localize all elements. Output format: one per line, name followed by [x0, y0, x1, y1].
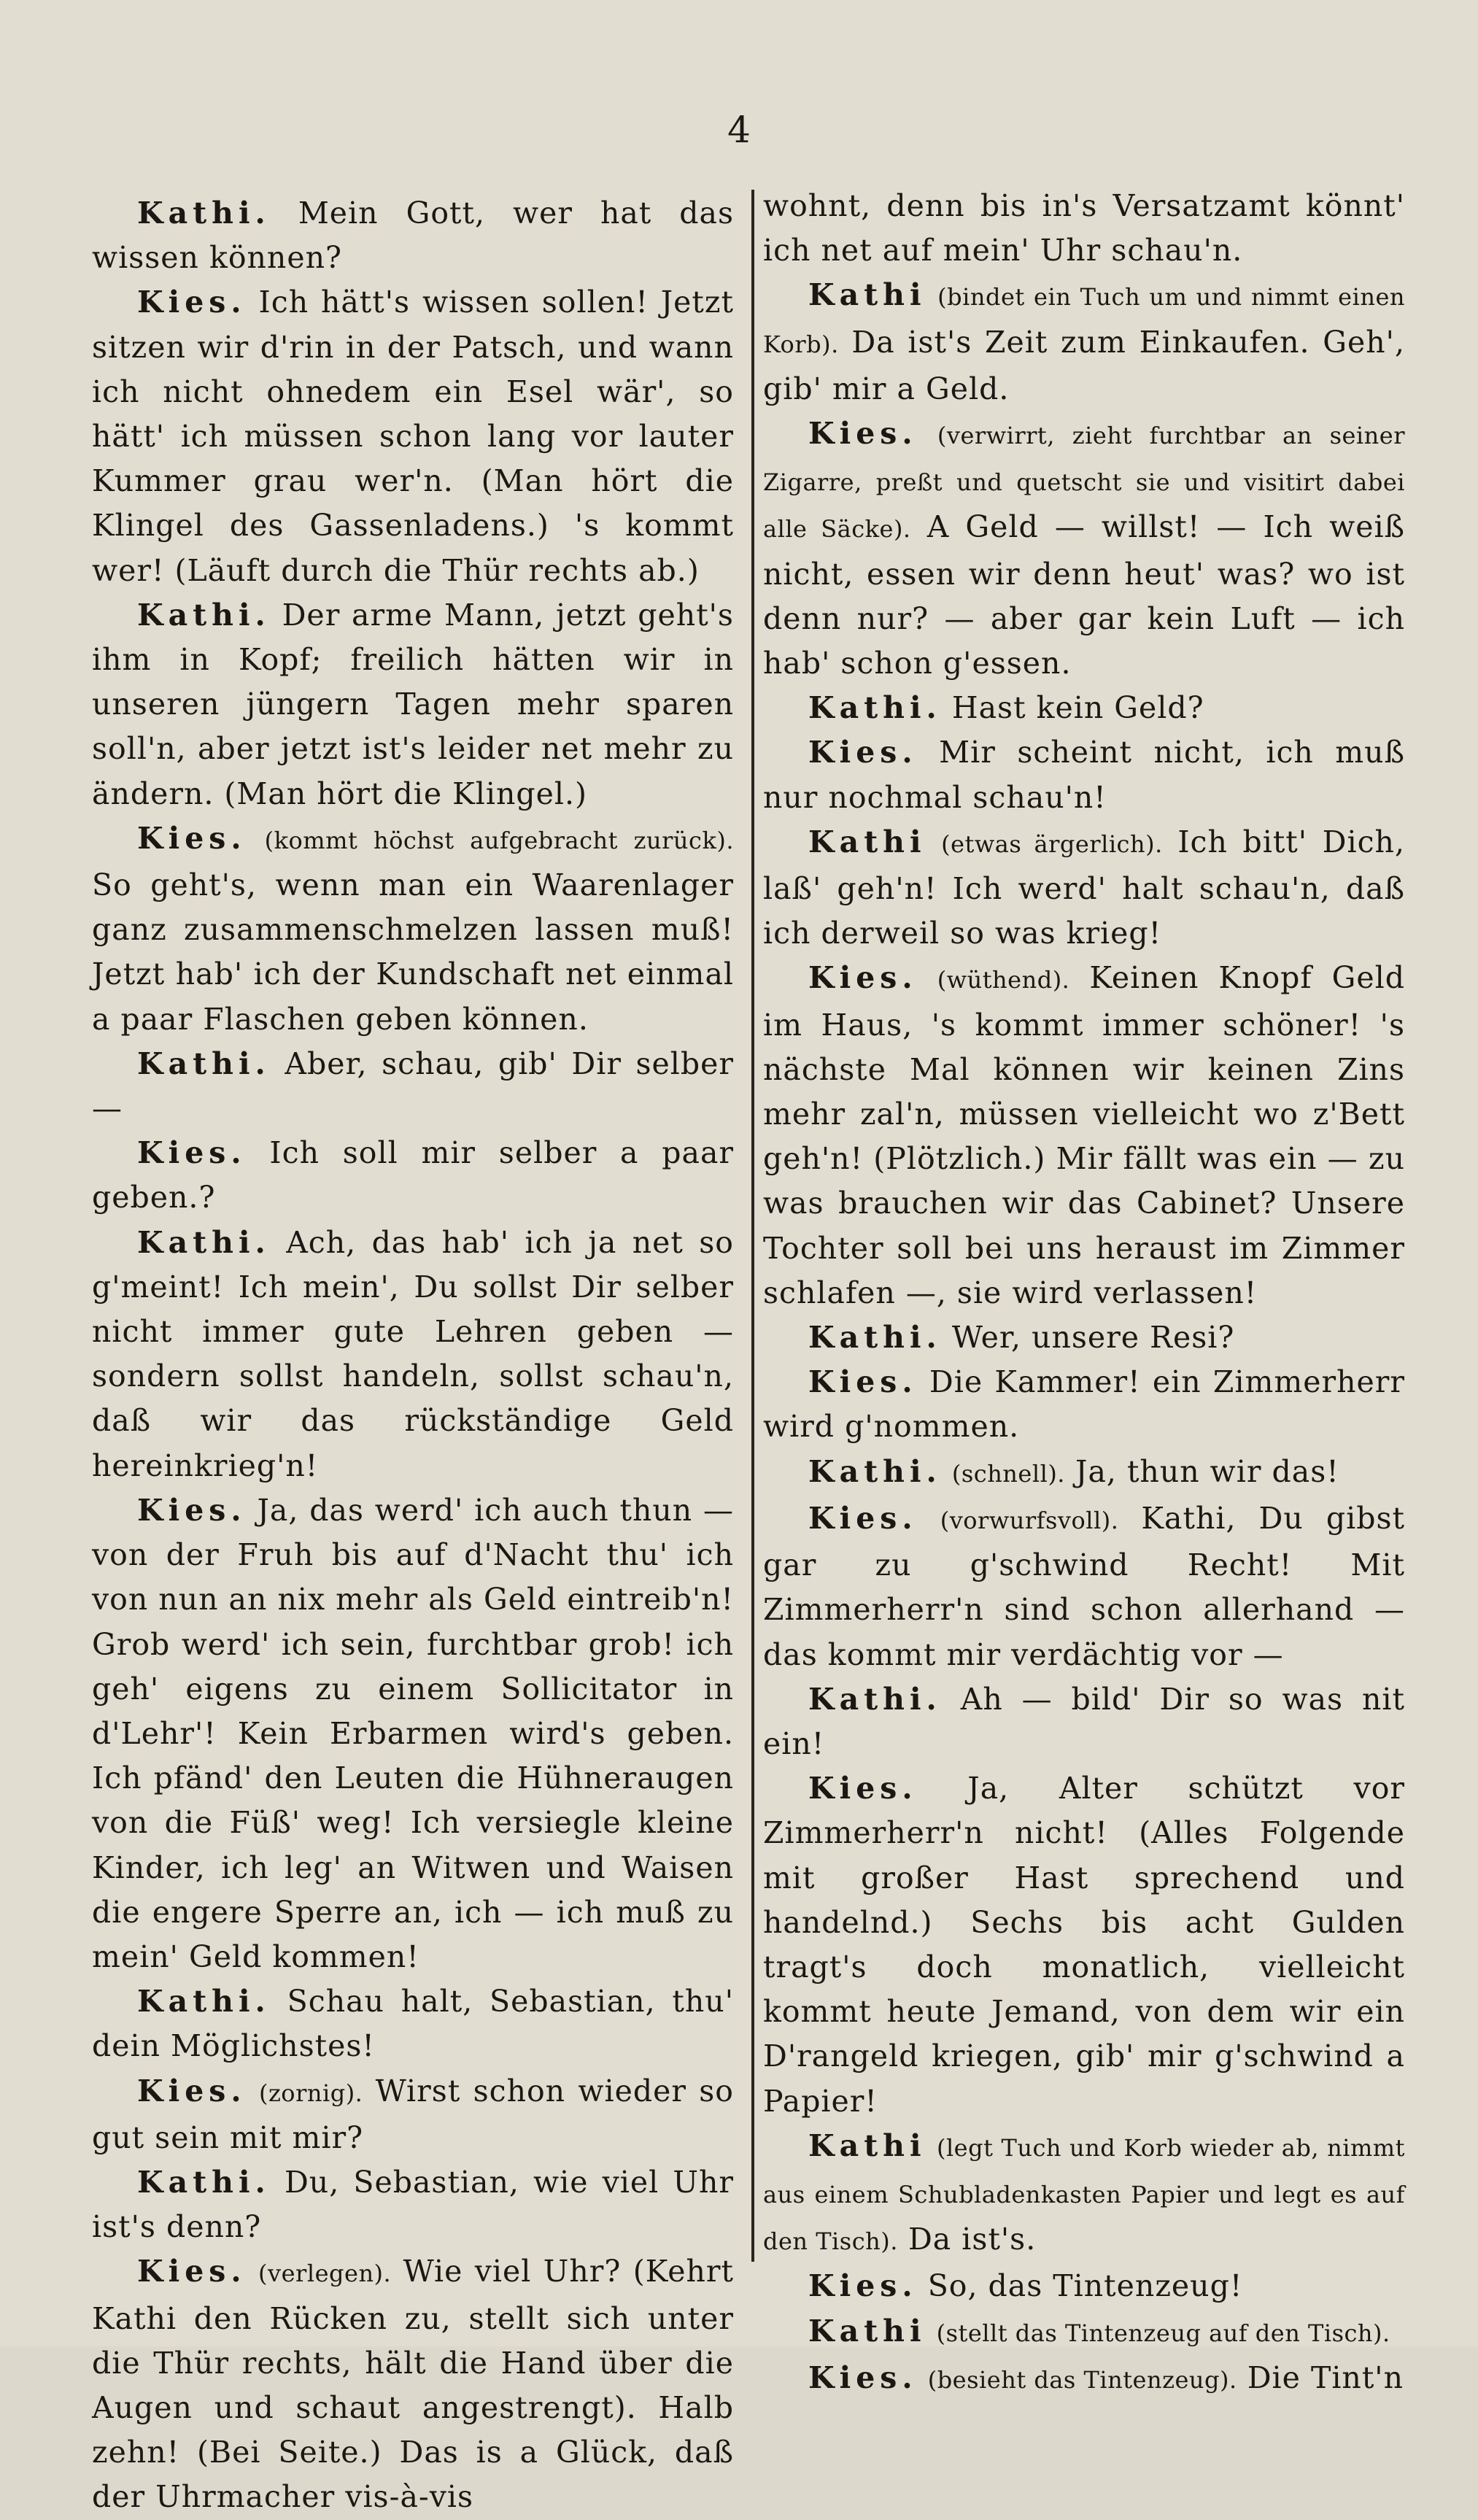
dialogue-paragraph	[763, 2264, 1405, 2308]
dialogue-text: Ja, Alter schützt vor Zimmerherr'n nicht! (Alles Folgende mit großer Hast sprechend und handelnd.) Sechs bis acht Gulden tragt's doch monatlich, vielleicht kommt heute Jemand, von dem wir ein D'rangeld kriegen, gib' mir g'schwind a Papier!	[763, 1771, 1405, 2119]
dialogue-paragraph	[763, 1450, 1405, 1496]
speaker-name: Kies.	[137, 2254, 247, 2289]
stage-direction: (verlegen).	[258, 2260, 392, 2288]
speaker-name: Kathi.	[808, 1681, 942, 1717]
speaker-name: Kathi.	[808, 1320, 942, 1356]
speaker-name: Kies.	[808, 960, 918, 996]
stage-direction: (stellt das Tintenzeug auf den Tisch).	[936, 2319, 1390, 2347]
dialogue-text: So geht's, wenn man ein Waarenlager ganz zusammenschmelzen lassen muß! Jetzt hab' ich der Kundschaft net einmal a paar Flaschen geben können.	[92, 867, 734, 1037]
speaker-name: Kathi.	[808, 690, 942, 726]
dialogue-paragraph	[92, 191, 734, 280]
dialogue-paragraph	[763, 1360, 1405, 1449]
dialogue-text: Ach, das hab' ich ja net so g'meint! Ich mein', Du sollst Dir selber nicht immer gute Lehren geben — sondern sollst handeln, sollst schau'n, daß wir das rückständige Geld hereinkrieg'n!	[92, 1224, 734, 1483]
dialogue-text: Mein Gott, wer hat das wissen können?	[92, 196, 734, 276]
dialogue-text: Ich soll mir selber a paar geben.?	[92, 1135, 734, 1215]
dialogue-paragraph	[92, 1131, 734, 1220]
stage-direction: (vorwurfsvoll).	[940, 1506, 1119, 1534]
stage-direction: (schnell).	[951, 1459, 1065, 1488]
dialogue-text: A Geld — willst! — Ich weiß nicht, essen wir denn heut' was? wo ist denn nur? — aber gar kein Luft — ich hab' schon g'essen.	[763, 509, 1405, 681]
dialogue-text: Keinen Knopf Geld im Haus, 's kommt immer schöner! 's nächste Mal können wir keinen Zins mehr zal'n, müssen vielleicht wo z'Bett geh'n! (Plötzlich.) Mir fällt was ein — zu was brauchen wir das Cabinet? Unsere Tochter soll bei uns heraust im Zimmer schlafen —, sie wird verlassen!	[763, 960, 1405, 1310]
speaker-name: Kathi	[808, 824, 926, 859]
dialogue-paragraph	[763, 1766, 1405, 2124]
dialogue-text: Ich bitt' Dich, laß' geh'n! Ich werd' halt schau'n, daß ich derweil so was krieg!	[763, 824, 1405, 951]
dialogue-paragraph	[92, 1488, 734, 1979]
speaker-name: Kies.	[808, 1500, 918, 1536]
column-divider	[751, 190, 754, 2262]
dialogue-text: So, das Tintenzeug!	[927, 2268, 1243, 2304]
dialogue-text: Hast kein Geld?	[951, 690, 1204, 726]
stage-direction: (zornig).	[258, 2079, 363, 2107]
dialogue-text: Ich hätt's wissen sollen! Jetzt sitzen wir d'rin in der Patsch, und wann ich nicht ohnedem ein Esel wär', so hätt' ich müssen schon lang vor lauter Kummer grau wer'n. (Man hört die Klingel des Gassenladens.) 's kommt wer! (Läuft durch die Thür rechts ab.)	[92, 285, 734, 588]
left-column	[92, 191, 734, 2520]
right-column	[763, 184, 1405, 2403]
dialogue-text: Der arme Mann, jetzt geht's ihm in Kopf; freilich hätten wir in unseren jüngern Tagen mehr sparen soll'n, aber jetzt ist's leider net mehr zu ändern. (Man hört die Klingel.)	[92, 597, 734, 811]
speaker-name: Kathi.	[137, 1224, 271, 1260]
dialogue-text: Wirst schon wieder so gut sein mit mir?	[92, 2073, 734, 2155]
dialogue-text: Aber, schau, gib' Dir selber —	[92, 1046, 734, 1126]
dialogue-paragraph	[763, 2124, 1405, 2265]
speaker-name: Kathi.	[137, 1984, 271, 2020]
speaker-name: Kathi	[808, 2127, 926, 2163]
speaker-name: Kies.	[137, 1135, 247, 1171]
speaker-name: Kathi.	[808, 1453, 942, 1489]
dialogue-text: Ja, thun wir das!	[1075, 1453, 1339, 1489]
speaker-name: Kathi.	[137, 1046, 271, 1081]
stage-direction: (legt Tuch und Korb wieder ab, nimmt aus einem Schubladenkasten Papier und legt es auf den Tisch).	[763, 2133, 1405, 2256]
dialogue-paragraph	[92, 816, 734, 1042]
dialogue-text: Du, Sebastian, wie viel Uhr ist's denn?	[92, 2164, 734, 2245]
speaker-name: Kies.	[808, 2359, 918, 2395]
dialogue-paragraph	[763, 411, 1405, 686]
page-number: 4	[727, 109, 751, 151]
speaker-name: Kathi	[808, 277, 926, 313]
speaker-name: Kies.	[808, 1771, 918, 1806]
dialogue-paragraph	[763, 686, 1405, 730]
stage-direction: (etwas ärgerlich).	[941, 830, 1163, 858]
dialogue-paragraph	[92, 1979, 734, 2068]
dialogue-paragraph	[92, 1221, 734, 1488]
dialogue-text: Wer, unsere Resi?	[951, 1320, 1235, 1356]
dialogue-paragraph	[763, 2309, 1405, 2356]
stage-direction: (kommt höchst aufgebracht zurück).	[264, 826, 734, 854]
dialogue-text: Mir scheint nicht, ich muß nur nochmal schau'n!	[763, 735, 1405, 815]
dialogue-paragraph	[92, 1042, 734, 1131]
dialogue-text: Da ist's Zeit zum Einkaufen. Geh', gib' mir a Geld.	[763, 324, 1405, 406]
dialogue-paragraph	[763, 273, 1405, 411]
speaker-name: Kies.	[808, 2268, 918, 2304]
dialogue-paragraph	[92, 593, 734, 816]
dialogue-paragraph	[763, 1315, 1405, 1360]
dialogue-paragraph	[92, 2160, 734, 2249]
dialogue-text: Die Tint'n	[1247, 2359, 1404, 2395]
dialogue-paragraph	[92, 2249, 734, 2519]
speaker-name: Kies.	[137, 2073, 247, 2109]
dialogue-paragraph	[763, 730, 1405, 819]
dialogue-text: Schau halt, Sebastian, thu' dein Möglichstes!	[92, 1984, 734, 2064]
speaker-name: Kies.	[137, 820, 247, 856]
speaker-name: Kathi.	[137, 196, 271, 231]
dialogue-text: Ja, das werd' ich auch thun — von der Fruh bis auf d'Nacht thu' ich von nun an nix mehr als Geld eintreib'n! Grob werd' ich sein, furchtbar grob! ich geh' eigens zu einem Sollicitator in d'Lehr'! Kein Erbarmen wird's geben. Ich pfänd' den Leuten die Hühneraugen von die Füß' weg! Ich versiegle kleine Kinder, ich leg' an Witwen und Waisen die engere Sperre an, ich — ich muß zu mein' Geld kommen!	[92, 1492, 734, 1974]
dialogue-paragraph	[763, 820, 1405, 956]
speaker-name: Kies.	[808, 1364, 918, 1400]
speaker-name: Kies.	[808, 416, 918, 452]
stage-direction: (wüthend).	[937, 966, 1070, 994]
speaker-name: Kathi.	[137, 597, 271, 633]
speaker-name: Kies.	[137, 285, 247, 320]
dialogue-text: Kathi, Du gibst gar zu g'schwind Recht! Mit Zimmerherr'n sind schon allerhand — das kommt mir verdächtig vor —	[763, 1500, 1405, 1672]
dialogue-text: Wie viel Uhr? (Kehrt Kathi den Rücken zu, stellt sich unter die Thür rechts, hält die Hand über die Augen und schaut angestrengt). Halb zehn! (Bei Seite.) Das is a Glück, daß der Uhrmacher vis-à-vis	[92, 2254, 734, 2515]
dialogue-paragraph	[92, 280, 734, 592]
dialogue-paragraph	[763, 1677, 1405, 1766]
stage-direction: (bindet ein Tuch um und nimmt einen Korb).	[763, 283, 1405, 358]
dialogue-paragraph	[763, 1496, 1405, 1677]
stage-direction: (verwirrt, zieht furchtbar an seiner Zigarre, preßt und quetscht sie und visitirt dabei alle Säcke).	[763, 422, 1405, 544]
dialogue-text: Ah — bild' Dir so was nit ein!	[763, 1681, 1405, 1761]
dialogue-text: Da ist's.	[908, 2222, 1037, 2257]
stage-direction: (besieht das Tintenzeug).	[927, 2365, 1237, 2394]
speaker-name: Kathi.	[137, 2164, 271, 2200]
dialogue-text: Die Kammer! ein Zimmerherr wird g'nommen.	[763, 1364, 1405, 1445]
speaker-name: Kathi	[808, 2313, 926, 2349]
dialogue-paragraph	[763, 956, 1405, 1315]
dialogue-paragraph	[763, 2356, 1405, 2403]
dialogue-paragraph	[92, 2069, 734, 2160]
speaker-name: Kies.	[137, 1492, 247, 1528]
dialogue-paragraph	[763, 184, 1405, 273]
dialogue-text: wohnt, denn bis in's Versatzamt könnt' ich net auf mein' Uhr schau'n.	[763, 188, 1405, 268]
speaker-name: Kies.	[808, 735, 918, 770]
